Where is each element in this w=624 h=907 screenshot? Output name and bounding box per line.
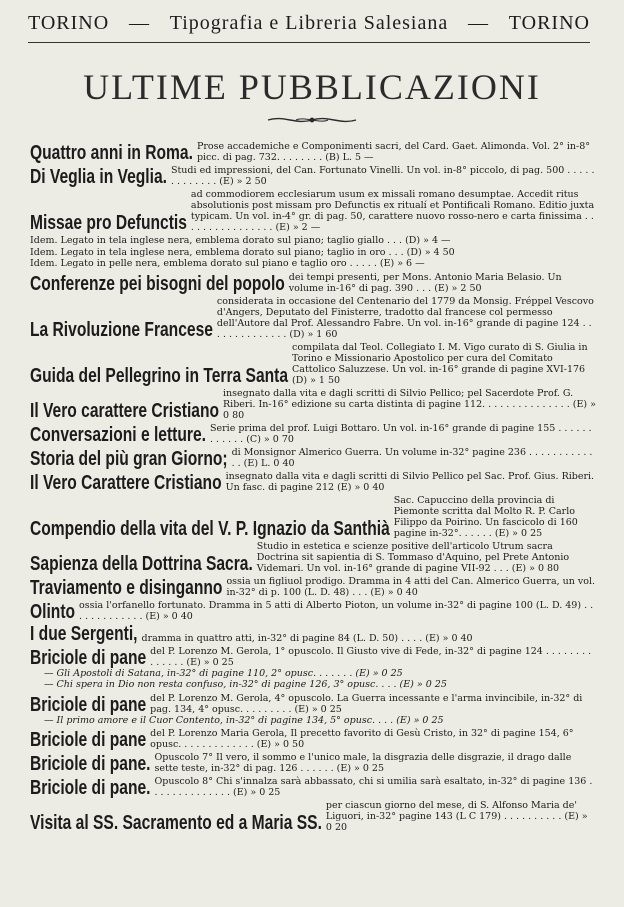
entry-title: Di Veglia in Veglia. [30,166,167,187]
entry-title: Il Vero carattere Cristiano [30,399,220,421]
entry-title: Conferenze pei bisogni del popolo [30,272,285,294]
entry-description: dei tempi presenti, per Mons. Antonio Maria Belasio. Un volume in-16° di pag. 390 . . . (E) » 2 50 [288,271,562,294]
entry-description: Studi ed impressioni, del Can. Fortunato Vinelli. Un vol. in-8° piccolo, di pag. 500 . . . . . . . . . . . . . (E) » 2 50 [170,165,595,187]
entry-title: Guida del Pellegrino in Terra Santa [30,364,289,386]
catalogue-entry [30,752,596,774]
binding-variant: Idem. Legato in pelle nera, emblema dorato sul piano e taglio oro . . . . . (E) » 6 — [30,258,425,269]
entry-description: Serie prima del prof. Luigi Bottaro. Un vol. in-16° grande di pagine 155 . . . . . . . . . . . . (C) » 0 70 [209,422,592,445]
catalogue-entry [30,576,596,598]
binding-variant: Idem. Legato in tela inglese nera, emblema dorato sul piano; taglio in oro . . . (D) » 4 50 [30,246,455,258]
entry-title: Quattro anni in Roma. [30,142,193,163]
entry-title: Storia del più gran Giorno; [30,447,228,469]
entry-description: del P. Lorenzo Maria Gerola, Il precetto favorito di Gesù Cristo, in 32° di pagine 154, 6° opusc. . . . . . . . . . . . . (E) » 0 50 [150,728,574,750]
entry-subitem: — Il primo amore e il Cuor Contento, in-32° di pagine 134, 5° opusc. . . . (E) » 0 25 [44,714,444,726]
entry-title: Compendio della vita del V. P. Ignazio da Santhià [30,517,390,539]
entry-description: considerata in occasione del Centenario del 1779 da Monsig. Fréppel Vescovo d'Angers, Deputato del Finisterre, tradotto dal francese col permesso dell'Autore dal Prof. Alessandro Fabre. Un vol. in-16° grande di pagine 124 . . . . . . . . . . . . . . (D) » 1 60 [216,295,594,340]
catalogue-entry [30,235,596,270]
entry-title: Briciole di pane [30,693,147,715]
entry-description: del P. Lorenzo M. Gerola, 1° opuscolo. Il Giusto vive di Fede, in-32° di pagine 124 . . . . . . . . . . . . . . (E) » 0 25 [150,645,592,668]
entry-subitem: — Gli Apostoli di Satana, in-32° di pagine 110, 2° opusc. . . . . . . (E) » 0 25 [44,667,403,679]
entry-title: Il Vero Carattere Cristiano [30,471,222,493]
catalogue-entry [30,800,596,833]
entry-description: Opuscolo 8° Chi s'innalza sarà abbassato, chi si umilia sarà esaltato, in-32° di pagine 136 . . . . . . . . . . . . . . (E) » 0 25 [154,776,593,798]
header-city-right: TORINO [508,12,590,34]
binding-variant: Idem. Legato in tela inglese nera, emblema dorato sul piano; taglio giallo . . . (D) » 4 — [30,235,451,246]
entry-description: Studio in estetica e scienze positive dell'articolo Utrum sacra Doctrina sit sapientia di S. Tommaso d'Aquino, pel Prete Antonio Videmari. Un vol. in-16° grande di pagine VII-92 . . . (E) » 0 80 [256,540,570,574]
entry-subitem: — Chi spera in Dio non resta confuso, in-32° di pagine 126, 3° opusc. . . . (E) » 0 25 [44,679,447,690]
entry-title: Briciole di pane. [30,777,151,798]
catalogue-entry [30,776,596,798]
catalogue-entry [30,165,596,187]
entry-description: ossia un figliuol prodigo. Dramma in 4 atti del Can. Almerico Guerra, un vol. in-32° di p. 100 (L. D. 48) . . . (E) » 0 40 [226,575,596,598]
entry-description: di Monsignor Almerico Guerra. Un volume in-32° pagine 236 . . . . . . . . . . . . . (E) L. 0 40 [231,446,593,469]
entry-title: Sapienza della Dottrina Sacra. [30,552,253,574]
catalogue-entry [30,495,596,539]
header-rule [28,42,590,43]
entry-description: ad commodiorem ecclesiarum usum ex missali romano desumptae. Accedit ritus absolutionis post missam pro Defunctis ex ritualí et Pontificali Romano. Editio juxta typicam. Un vol. in-4° gr. di pag. 50, carattere nuovo rosso-nero e carta finissima . . . . . . . . . . . . . . . . (E) » 2 — [190,189,595,233]
entry-description: Sac. Capuccino della provincia di Piemonte scritta dal Molto R. P. Carlo Filippo da Poirino. Un fascicolo di 160 pagine in-32°. . . . . . (E) » 0 25 [393,494,578,539]
entry-description: insegnato dalla vita e dagli scritti di Silvio Pellico pel Sac. Prof. Gius. Riberi. Un fasc. di pagine 212 (E) » 0 40 [225,470,595,493]
header-publisher: Tipografia e Libreria Salesiana [169,12,449,34]
entry-title: Briciole di pane [30,729,147,750]
entry-description: del P. Lorenzo M. Gerola, 4° opuscolo. La Guerra incessante e l'arma invincibile, in-32° di pag. 134, 4° opusc. . . . . . . . . (E) » 0 25 [150,692,583,715]
catalogue-list [30,139,596,833]
entry-title: Missae pro Defunctis [30,212,187,233]
entry-title: La Rivoluzione Francese [30,318,213,340]
entry-description: Opuscolo 7° Il vero, il sommo e l'unico male, la disgrazia delle disgrazie, il drago dalle sette teste, in-32° di pag. 126 . . . . . . (E) » 0 25 [154,752,572,774]
entry-title: Visita al SS. Sacramento ed a Maria SS. [30,812,322,833]
entry-title: Traviamento e disinganno [30,576,223,598]
catalogue-entry [30,728,596,750]
catalogue-entry [30,471,596,493]
catalogue-entry [30,624,596,644]
entry-description: per ciascun giorno del mese, di S. Alfonso Maria de' Liguori, in-32° pagine 143 (L C 179) . . . . . . . . . . (E) » 0 20 [325,800,588,833]
entry-description: dramma in quattro atti, in-32° di pagine 84 (L. D. 50) . . . . (E) » 0 40 [141,632,473,644]
catalogue-entry [30,600,596,622]
entry-title: Briciole di pane [30,646,147,668]
catalogue-entry [30,447,596,469]
entry-title: Briciole di pane. [30,753,151,774]
header-city-left: TORINO [28,12,110,34]
entry-title: I due Sergenti, [30,623,138,644]
header-dash-right: — [468,12,489,34]
catalogue-entry [30,296,596,340]
catalogue-entry [30,388,596,421]
entry-description: Prose accademiche e Componimenti sacri, del Card. Gaet. Alimonda. Vol. 2° in-8° picc. di pag. 732. . . . . . . . (B) L. 5 — [196,141,591,163]
entry-title: Olinto [30,600,76,622]
catalogue-entry [30,342,596,386]
catalogue-entry [30,693,596,727]
page-title: ULTIME PUBBLICAZIONI [83,67,541,107]
header-dash-left: — [128,12,150,34]
entry-description: insegnato dalla vita e dagli scritti di Silvio Pellico; pel Sacerdote Prof. G. Riberi. In-16° edizione su carta distinta di pagine 112. . . . . . . . . . . . . . . (E) » 0 80 [223,387,596,421]
catalogue-entry [30,423,596,445]
entry-description: ossia l'orfanello fortunato. Dramma in 5 atti di Alberto Pioton, un volume in-32° di pagine 100 (L. D. 49) . . . . . . . . . . . . . (E) » 0 40 [79,599,594,622]
entry-description: compilata dal Teol. Collegiato I. M. Vigo curato di S. Giulia in Torino e Missionario Apostolico per cura del Comitato Cattolico Saluzzese. Un vol. in-16° grande di pagine XVI-176 (D) » 1 50 [292,341,588,386]
ornament-divider [266,113,358,127]
catalogue-entry [30,541,596,574]
catalogue-entry [30,189,596,233]
catalogue-entry [30,272,596,294]
catalogue-entry [30,646,596,691]
catalogue-entry [30,141,596,163]
entry-title: Conversazioni e letture. [30,423,206,445]
page-header [28,12,590,35]
